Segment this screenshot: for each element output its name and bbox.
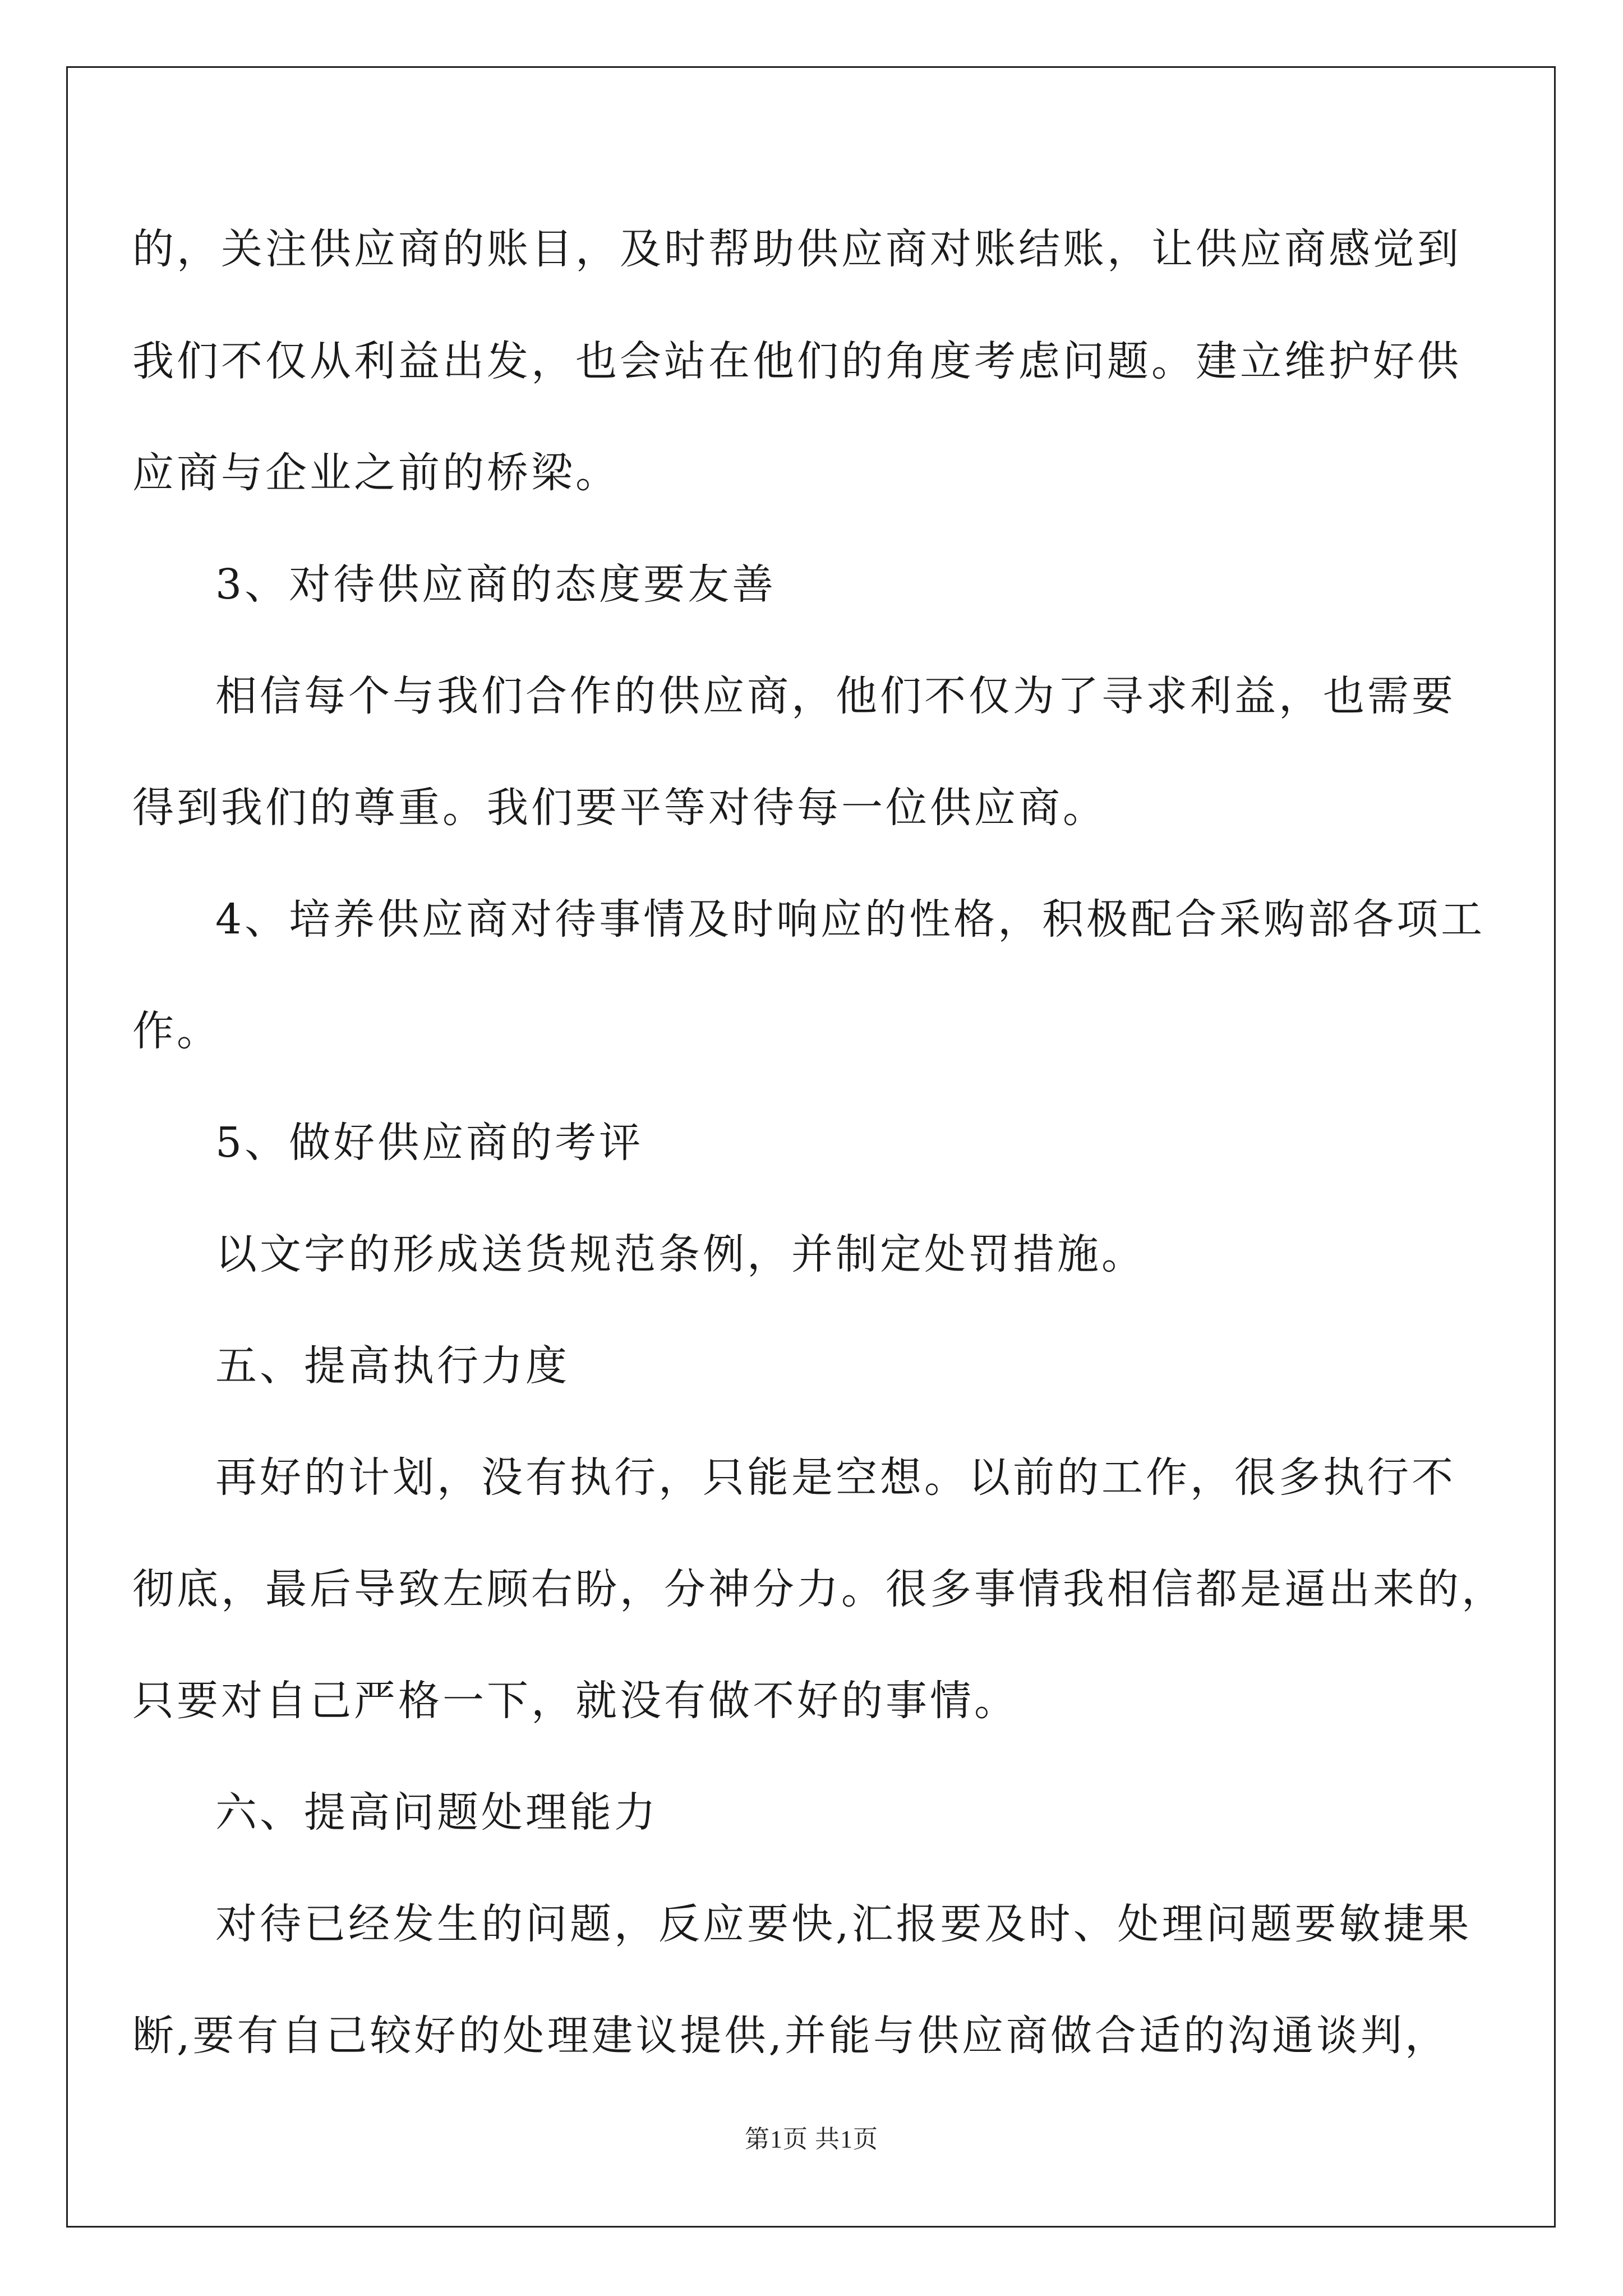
text-line: 对待已经发生的问题，反应要快,汇报要及时、处理问题要敏捷果: [215, 1900, 1472, 1948]
text-line: 相信每个与我们合作的供应商，他们不仅为了寻求利益，也需要: [215, 672, 1456, 720]
text-line: 以文字的形成送货规范条例，并制定处罚措施。: [215, 1230, 1146, 1278]
text-line: 只要对自己严格一下，就没有做不好的事情。: [132, 1677, 1018, 1725]
section-heading: 六、提高问题处理能力: [215, 1788, 658, 1837]
section-heading: 3、对待供应商的态度要友善: [215, 560, 777, 609]
text-line: 得到我们的尊重。我们要平等对待每一位供应商。: [132, 784, 1107, 832]
text-line: 我们不仅从利益出发，也会站在他们的角度考虑问题。建立维护好供: [132, 337, 1461, 385]
section-heading: 4、培养供应商对待事情及时响应的性格，积极配合采购部各项工: [215, 895, 1486, 944]
section-heading: 5、做好供应商的考评: [215, 1119, 644, 1167]
page-number: 第1页 共1页: [745, 2125, 878, 2153]
text-line: 作。: [132, 1007, 221, 1055]
section-heading: 五、提高执行力度: [215, 1342, 570, 1390]
text-line: 应商与企业之前的桥梁。: [132, 449, 620, 497]
text-line: 的，关注供应商的账目，及时帮助供应商对账结账，让供应商感觉到: [132, 225, 1461, 273]
text-line: 再好的计划，没有执行，只能是空想。以前的工作，很多执行不: [215, 1453, 1456, 1502]
text-line: 彻底，最后导致左顾右盼，分神分力。很多事情我相信都是逼出来的，: [132, 1565, 1506, 1613]
text-line: 断,要有自己较好的处理建议提供,并能与供应商做合适的沟通谈判，: [132, 2012, 1450, 2060]
